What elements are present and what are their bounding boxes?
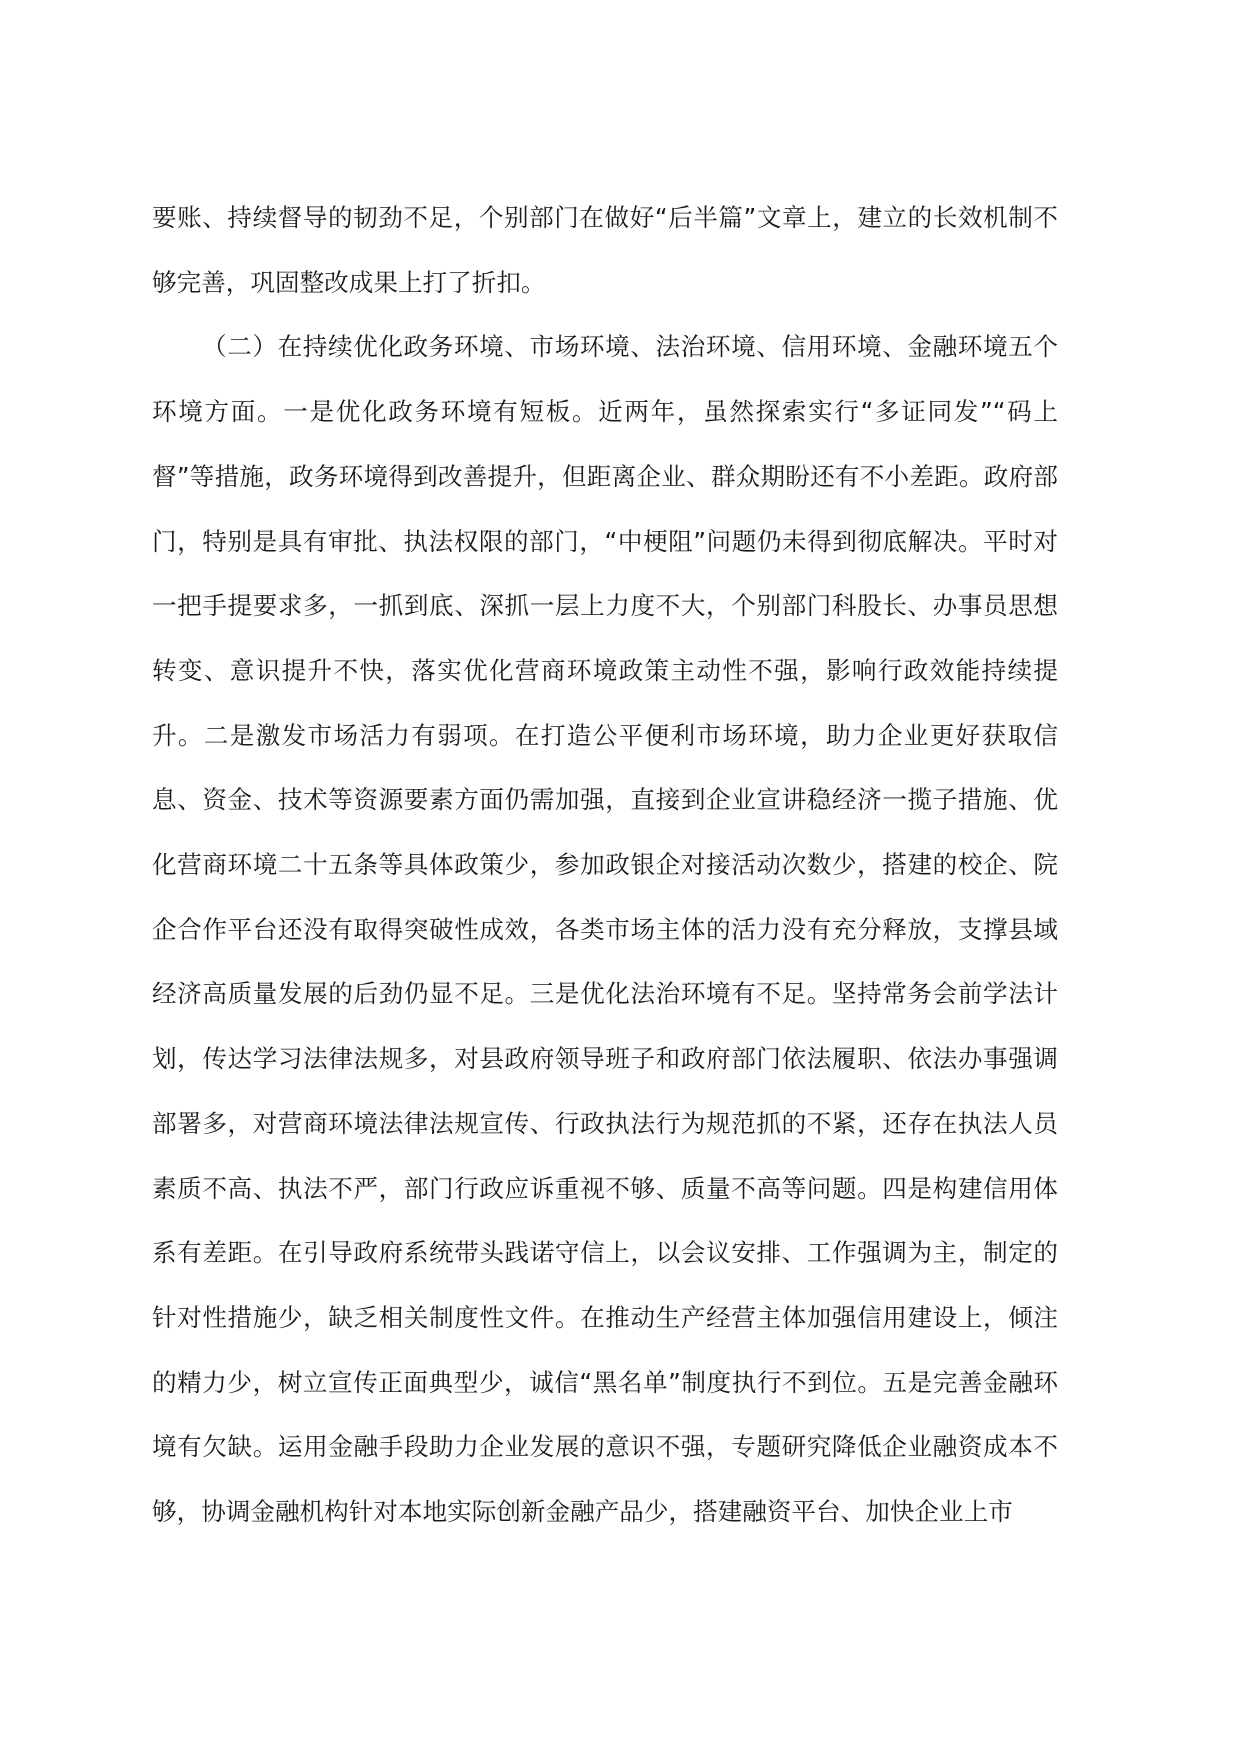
paragraph-continuation: 要账、持续督导的韧劲不足，个别部门在做好“后半篇”文章上，建立的长效机制不够完善，巩固整改成果上打了折扣。 <box>152 203 1058 297</box>
paragraph-section-two: （二）在持续优化政务环境、市场环境、法治环境、信用环境、金融环境五个环境方面。一是优化政务环境有短板。近两年，虽然探索实行“多证同发”“码上督”等措施，政务环境得到改善提升，但距离企业、群众期盼还有不小差距。政府部门，特别是具有审批、执法权限的部门，“中梗阻”问题仍未得到彻底解决。平时对一把手提要求多，一抓到底、深抓一层上力度不大，个别部门科股长、办事员思想转变、意识提升不快，落实优化营商环境政策主动性不强，影响行政效能持续提升。二是激发市场活力有弱项。在打造公平便利市场环境，助力企业更好获取信息、资金、技术等资源要素方面仍需加强，直接到企业宣讲稳经济一揽子措施、优化营商环境二十五条等具体政策少，参加政银企对接活动次数少，搭建的校企、院企合作平台还没有取得突破性成效，各类市场主体的活力没有充分释放，支撑县域经济高质量发展的后劲仍显不足。三是优化法治环境有不足。坚持常务会前学法计划，传达学习法律法规多，对县政府领导班子和政府部门依法履职、依法办事强调部署多，对营商环境法律法规宣传、行政执法行为规范抓的不紧，还存在执法人员素质不高、执法不严，部门行政应诉重视不够、质量不高等问题。四是构建信用体系有差距。在引导政府系统带头践诺守信上，以会议安排、工作强调为主，制定的针对性措施少，缺乏相关制度性文件。在推动生产经营主体加强信用建设上，倾注的精力少，树立宣传正面典型少，诚信“黑名单”制度执行不到位。五是完善金融环境有欠缺。运用金融手段助力企业发展的意识不强，专题研究降低企业融资成本不够，协调金融机构针对本地实际创新金融产品少，搭建融资平台、加快企业上市 <box>152 332 1058 1527</box>
document-body <box>152 186 1058 1545</box>
